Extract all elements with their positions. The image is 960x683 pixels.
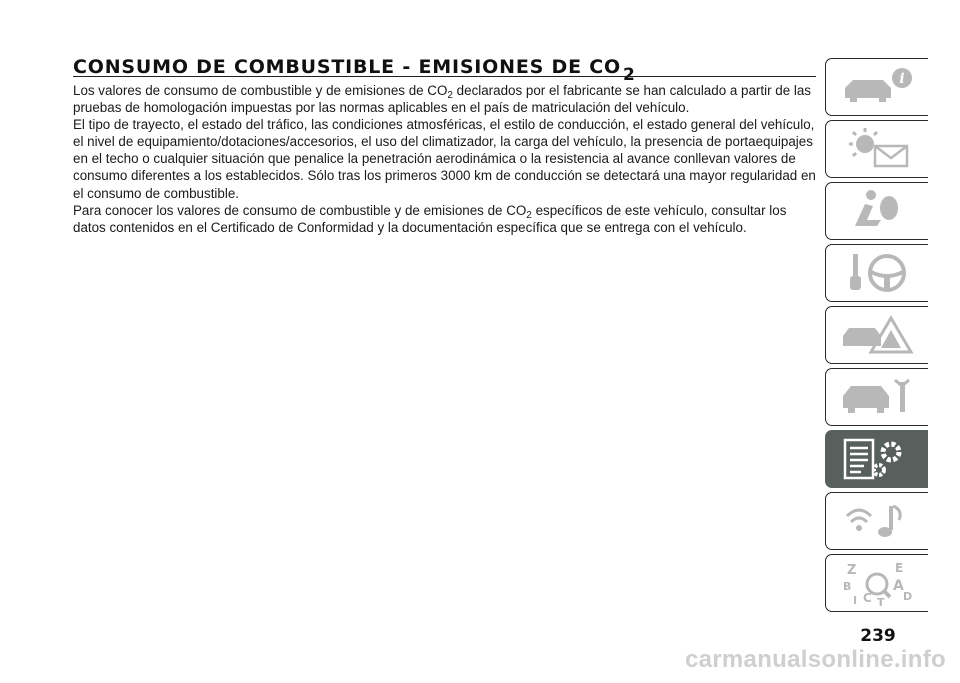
alphabetical-index-icon: [837, 558, 917, 608]
index-letter: A: [893, 578, 904, 594]
paragraph-1: [73, 82, 819, 116]
tab-technical-data[interactable]: [825, 430, 928, 488]
tab-knowing-the-car[interactable]: [825, 58, 928, 116]
tab-index[interactable]: [825, 554, 928, 612]
title-divider: [73, 76, 816, 77]
section-title-main: CONSUMO DE COMBUSTIBLE - EMISIONES DE CO: [73, 56, 621, 78]
page-number: 239: [860, 626, 896, 646]
paragraph-2: El tipo de trayecto, el estado del tráfico, las condiciones atmosféricas, el estilo de conducción, el estado general del vehículo, el nivel de equipamiento/dotaciones/accesorios, el uso del climatizador, la carga del vehículo, la presencia de portaequipajes en el techo o cualquier situación que penalice la penetración aerodinámica o la resistencia al avance conllevan valores de consumo diferentes a los establecidos. Sólo tras los primeros 3000 km de conducción se detectará una mayor regularidad en el consumo de combustible.: [73, 117, 816, 201]
index-letter: B: [843, 580, 852, 593]
seat-airbag-icon: [837, 186, 917, 236]
key-steering-wheel-icon: [837, 248, 917, 298]
tab-multimedia[interactable]: [825, 492, 928, 550]
paragraph-1-text-b: declarados por el fabricante se han calculado a partir de las pruebas de homologación impuestas por las normas aplicables en el país de matriculación del vehículo.: [73, 83, 811, 116]
car-info-icon: [837, 62, 917, 112]
index-letter: C: [863, 591, 872, 605]
tab-safety[interactable]: [825, 182, 928, 240]
multimedia-music-icon: [837, 496, 917, 546]
tab-starting-and-driving[interactable]: [825, 244, 928, 302]
index-letter: D: [903, 590, 913, 603]
co2-subscript: 2: [447, 90, 453, 101]
index-letter: T: [877, 596, 885, 608]
index-letter: Z: [847, 563, 857, 578]
paragraph-3: [73, 202, 819, 236]
emergency-triangle-icon: [837, 310, 917, 360]
section-title-subscript: 2: [622, 65, 636, 85]
car-maintenance-wrench-icon: [837, 372, 917, 422]
paragraph-1-text-a: Los valores de consumo de combustible y de emisiones de CO: [73, 83, 448, 98]
body-text: [73, 82, 819, 236]
paragraph-3-text-b: específicos de este vehículo, consultar los datos contenidos en el Certificado de Conformidad y la documentación específica que se entrega con el vehículo.: [73, 202, 787, 235]
tab-warning-lights[interactable]: [825, 120, 928, 178]
watermark: carmanualsonline.info: [684, 646, 946, 673]
section-title: [73, 56, 636, 85]
tab-servicing-and-care[interactable]: [825, 368, 928, 426]
warning-lights-message-icon: [837, 124, 917, 174]
svg-text:i: i: [899, 71, 905, 87]
index-letter: E: [895, 561, 904, 575]
tab-emergency[interactable]: [825, 306, 928, 364]
co2-subscript: 2: [526, 209, 532, 221]
index-letter: I: [853, 594, 858, 607]
paragraph-3-text-a: Para conocer los valores de consumo de combustible y de emisiones de CO: [73, 202, 527, 218]
technical-data-gear-icon: [837, 434, 917, 484]
